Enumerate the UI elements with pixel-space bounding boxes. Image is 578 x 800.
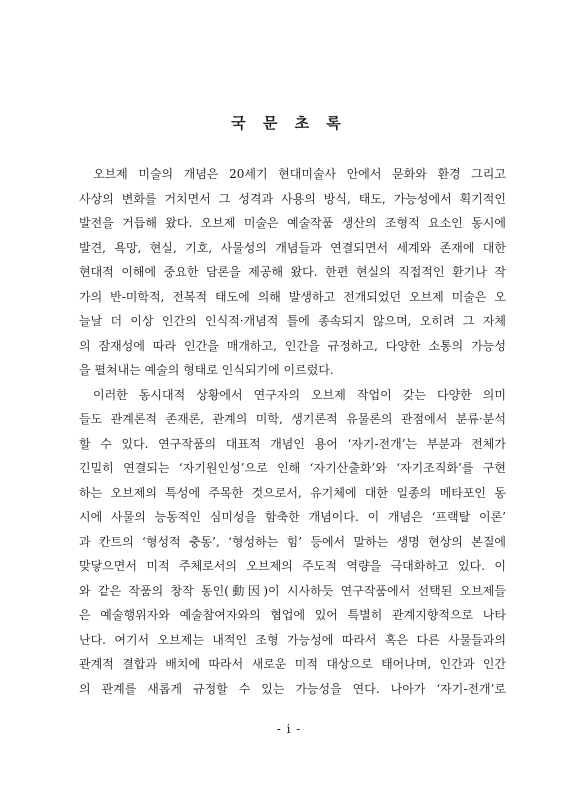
text-line: 발견, 욕망, 현실, 기호, 사물성의 개념들과 연결되면서 세계와 존재에 대한 <box>79 240 506 255</box>
text-line: 할 수 있다. 연구작품의 대표적 개념인 용어 ‘자기-전개’는 부분과 전체가 <box>79 436 506 451</box>
text-line: 긴밀히 연결되는 ‘자기원인성’으로 인해 ‘자기산출화’와 ‘자기조직화’를 구현 <box>79 461 506 475</box>
text-line: 과 칸트의 ‘형성적 충동’, ‘형성하는 힘’ 등에서 말하는 생명 현상의 본질에 <box>79 534 506 549</box>
text-line: 관계적 결합과 배치에 따라서 새로운 미적 대상으로 태어나며, 인간과 인간 <box>79 657 506 671</box>
text-line: 을 펼쳐내는 예술의 형태로 인식되기에 이르렀다. <box>79 363 334 377</box>
text-line: 난다. 여기서 오브제는 내적인 조형 가능성에 따라서 혹은 다른 사물들과의 <box>79 632 506 647</box>
text-line: 의 잠재성에 따라 인간을 매개하고, 인간을 규정하고, 다양한 소통의 가능성 <box>79 338 506 353</box>
abstract-body <box>79 162 506 701</box>
text-line: 오브제 미술의 개념은 20세기 현대미술사 안에서 문화와 환경 그리고 <box>93 167 506 181</box>
text-line: 시에 사물의 능동적인 심미성을 함축한 개념이다. 이 개념은 ‘프랙탈 이론’ <box>79 510 506 524</box>
text-line: 맞닿으면서 미적 주체로서의 오브제의 주도적 역량을 극대화하고 있다. 이 <box>79 559 506 573</box>
text-line: 현대적 이해에 중요한 담론을 제공해 왔다. 한편 현실의 직접적인 환기나 작 <box>79 265 506 279</box>
text-line: 와 같은 작품의 창작 동인(動因)이 시사하듯 연구작품에서 선택된 오브제들 <box>79 583 506 598</box>
paragraph-1 <box>79 162 506 383</box>
paragraph-2 <box>79 383 506 702</box>
text-line: 발전을 거듭해 왔다. 오브제 미술은 예술작품 생산의 조형적 요소인 동시에 <box>79 216 506 230</box>
text-line: 사상의 변화를 거치면서 그 성격과 사용의 방식, 태도, 가능성에서 획기적인 <box>79 191 506 206</box>
page-title: 국 문 초 록 <box>231 114 347 132</box>
text-line: 이러한 동시대적 상황에서 연구자의 오브제 작업이 갖는 다양한 의미 <box>93 387 506 402</box>
text-line: 하는 오브제의 특성에 주목한 것으로서, 유기체에 대한 일종의 메타포인 동 <box>79 485 506 500</box>
text-line: 들도 관계론적 존재론, 관계의 미학, 생기론적 유물론의 관점에서 분류·분석 <box>79 412 506 426</box>
text-line: 가의 반-미학적, 전복적 태도에 의해 발생하고 전개되었던 오브제 미술은 오 <box>79 289 506 304</box>
text-line: 은 예술행위자와 예술참여자와의 협업에 있어 특별히 관계지향적으로 나타 <box>79 608 506 622</box>
text-line: 의 관계를 새롭게 규정할 수 있는 가능성을 연다. 나아가 ‘자기-전개’로 <box>79 681 506 696</box>
page-number: - i - <box>276 722 302 736</box>
text-line: 늘날 더 이상 인간의 인식적·개념적 틀에 종속되지 않으며, 오히려 그 자체 <box>79 314 506 328</box>
